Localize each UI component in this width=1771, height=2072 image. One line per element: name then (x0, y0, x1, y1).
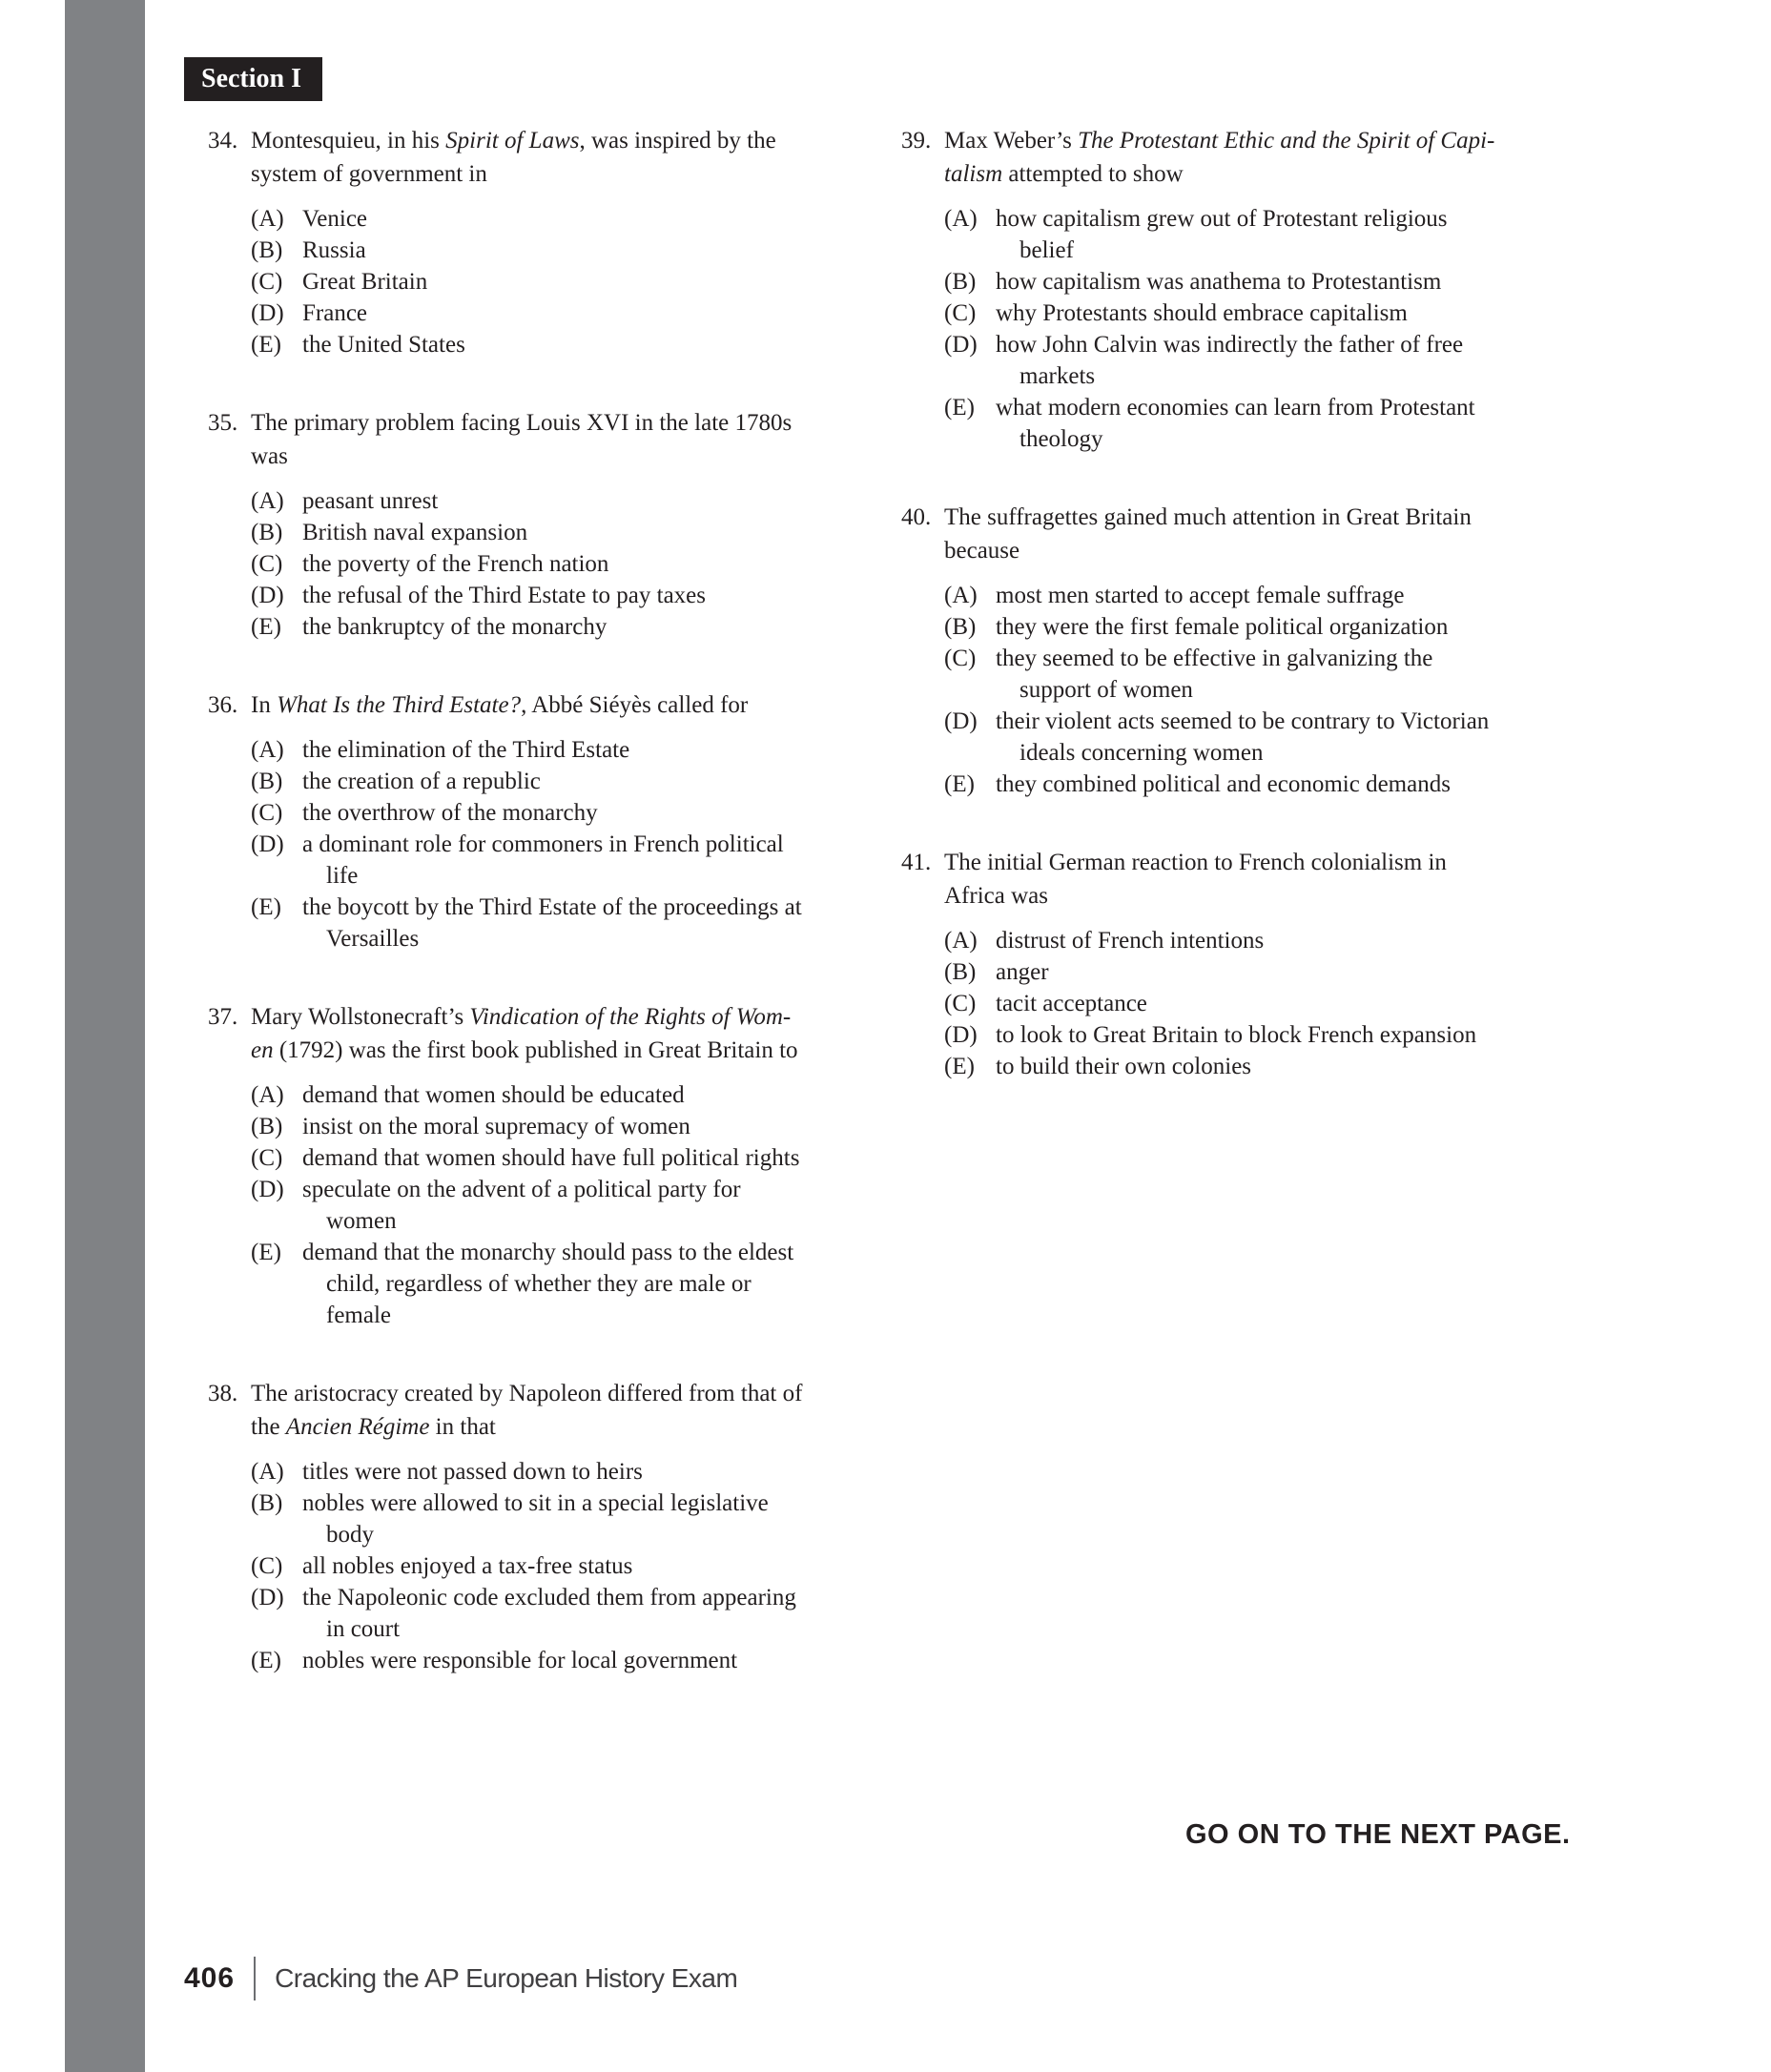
answer-option-B (251, 235, 856, 266)
option-text-line: female (326, 1303, 392, 1328)
option-text-line: all nobles enjoyed a tax-free status (302, 1553, 633, 1579)
option-letter: (D) (251, 1177, 284, 1202)
option-letter: (A) (944, 583, 978, 608)
option-text (302, 517, 527, 548)
answer-option-B (251, 1111, 856, 1142)
answer-option-C (944, 297, 1588, 329)
option-letter: (E) (251, 1648, 281, 1673)
option-text (302, 734, 629, 766)
stem-line: The aristocracy created by Napoleon differed from that of (251, 1381, 803, 1406)
answer-option-C (251, 266, 856, 297)
option-text (996, 611, 1448, 643)
option-letter: (E) (251, 614, 281, 640)
question-number: 37. (208, 1004, 238, 1030)
answer-option-E (251, 611, 856, 643)
answer-option-E (944, 1051, 1588, 1082)
answer-options (251, 1456, 856, 1676)
option-text (302, 892, 802, 954)
question-stem-text (944, 501, 1472, 567)
question-stem-text (944, 124, 1494, 191)
answer-option-B (251, 1487, 856, 1550)
answer-option-E (251, 1645, 856, 1676)
option-text (302, 1550, 632, 1582)
option-text-line: anger (996, 959, 1049, 985)
question-stem-text (944, 846, 1447, 913)
answer-option-E (251, 329, 856, 360)
answer-option-D (944, 1019, 1588, 1051)
option-text-line: Russia (302, 237, 366, 263)
option-text-line: body (326, 1522, 374, 1548)
stem-line: because (944, 538, 1020, 564)
option-letter: (A) (251, 737, 284, 763)
option-letter: (D) (251, 583, 284, 608)
questions-column-left (208, 124, 856, 1722)
answer-option-A (944, 925, 1588, 956)
option-text (996, 988, 1147, 1019)
option-text (302, 1582, 796, 1645)
option-text-line: life (326, 863, 359, 889)
question-stem (901, 124, 1588, 191)
option-text-line: the bankruptcy of the monarchy (302, 614, 607, 640)
answer-option-C (944, 988, 1588, 1019)
option-letter: (D) (944, 1022, 978, 1048)
question-number: 40. (901, 504, 932, 530)
option-text-line: ideals concerning women (1019, 740, 1264, 766)
page-footer (184, 1957, 737, 2000)
answer-option-B (944, 956, 1588, 988)
option-text (996, 392, 1475, 455)
option-letter: (B) (251, 1114, 283, 1139)
answer-option-E (944, 392, 1588, 455)
option-letter: (B) (251, 769, 283, 794)
option-letter: (E) (251, 894, 281, 920)
option-letter: (E) (944, 1054, 975, 1079)
option-text-line: France (302, 300, 368, 326)
option-text (302, 1456, 643, 1487)
option-text-line: demand that the monarchy should pass to the eldest (302, 1240, 794, 1265)
option-text (302, 1142, 799, 1174)
question-stem (208, 688, 856, 722)
option-letter: (A) (251, 1082, 284, 1108)
option-text (302, 329, 465, 360)
option-text (302, 797, 598, 829)
option-text (996, 329, 1463, 392)
option-text (302, 235, 366, 266)
option-text-line: peasant unrest (302, 488, 439, 514)
question-stem-text (251, 688, 748, 722)
answer-option-B (944, 266, 1588, 297)
option-text (996, 643, 1432, 706)
question-number: 35. (208, 410, 238, 436)
option-text (996, 956, 1049, 988)
option-text (302, 1487, 769, 1550)
option-text (302, 580, 706, 611)
question-number: 38. (208, 1381, 238, 1406)
question-38 (208, 1377, 856, 1676)
option-text-line: demand that women should have full political rights (302, 1145, 800, 1171)
question-stem-text (251, 406, 792, 473)
question-stem-text (251, 1000, 798, 1067)
answer-option-C (251, 548, 856, 580)
option-text-line: nobles were responsible for local government (302, 1648, 738, 1673)
option-text (302, 203, 367, 235)
stem-line: Max Weber’s The Protestant Ethic and the Spirit of Capi- (944, 128, 1495, 154)
option-text-line: to build their own colonies (996, 1054, 1252, 1079)
answer-option-D (944, 706, 1588, 769)
option-letter: (B) (251, 520, 283, 545)
question-stem (208, 124, 856, 191)
option-text (302, 829, 784, 892)
option-letter: (C) (944, 991, 977, 1016)
option-text-line: Venice (302, 206, 368, 232)
stem-line: In What Is the Third Estate?, Abbé Siéyès called for (251, 692, 749, 718)
option-text (302, 1111, 690, 1142)
option-text-line: why Protestants should embrace capitalism (996, 300, 1408, 326)
option-letter: (A) (944, 928, 978, 954)
option-letter: (C) (251, 800, 283, 826)
option-text-line: most men started to accept female suffrage (996, 583, 1405, 608)
answer-option-E (944, 769, 1588, 800)
go-on-instruction: GO ON TO THE NEXT PAGE. (1185, 1819, 1571, 1850)
option-text-line: Great Britain (302, 269, 428, 295)
option-letter: (D) (944, 332, 978, 358)
question-number: 41. (901, 850, 932, 875)
option-letter: (C) (944, 300, 977, 326)
option-text-line: women (326, 1208, 397, 1234)
answer-option-C (944, 643, 1588, 706)
option-letter: (B) (251, 237, 283, 263)
page-edge-gray-bar (65, 0, 145, 2072)
answer-option-C (251, 1550, 856, 1582)
option-letter: (C) (251, 269, 283, 295)
option-letter: (B) (944, 959, 977, 985)
option-text (302, 548, 608, 580)
option-text-line: insist on the moral supremacy of women (302, 1114, 690, 1139)
answer-option-A (944, 580, 1588, 611)
stem-line: system of government in (251, 161, 487, 187)
option-text-line: child, regardless of whether they are male or (326, 1271, 752, 1297)
option-letter: (A) (251, 488, 284, 514)
stem-line: was (251, 443, 288, 469)
option-text-line: how capitalism grew out of Protestant religious (996, 206, 1448, 232)
answer-option-A (251, 203, 856, 235)
option-letter: (B) (251, 1490, 283, 1516)
option-text-line: the overthrow of the monarchy (302, 800, 598, 826)
option-text (302, 1079, 685, 1111)
option-text (996, 1051, 1251, 1082)
option-letter: (E) (251, 332, 281, 358)
stem-line: The initial German reaction to French colonialism in (944, 850, 1447, 875)
answer-options (251, 734, 856, 954)
question-number: 34. (208, 128, 238, 154)
option-text-line: the boycott by the Third Estate of the proceedings at (302, 894, 802, 920)
option-text-line: titles were not passed down to heirs (302, 1459, 643, 1485)
option-text-line: a dominant role for commoners in French political (302, 831, 784, 857)
answer-options (251, 203, 856, 360)
option-text-line: support of women (1019, 677, 1193, 703)
option-text (302, 766, 541, 797)
answer-option-A (251, 1456, 856, 1487)
option-text (996, 203, 1448, 266)
question-41 (901, 846, 1588, 1082)
option-letter: (B) (944, 614, 977, 640)
option-text (996, 1019, 1476, 1051)
answer-option-D (251, 580, 856, 611)
page-number: 406 (184, 1962, 236, 1994)
stem-line: The suffragettes gained much attention in Great Britain (944, 504, 1472, 530)
option-text (302, 485, 438, 517)
stem-line: en (1792) was the first book published in Great Britain to (251, 1037, 798, 1063)
question-36 (208, 688, 856, 954)
question-stem (901, 501, 1588, 567)
option-text-line: how capitalism was anathema to Protestantism (996, 269, 1442, 295)
option-letter: (D) (251, 1585, 284, 1610)
question-stem-text (251, 124, 776, 191)
option-text-line: distrust of French intentions (996, 928, 1265, 954)
option-text (996, 925, 1264, 956)
question-stem (208, 406, 856, 473)
option-letter: (C) (251, 1145, 283, 1171)
option-text-line: the poverty of the French nation (302, 551, 609, 577)
answer-option-E (251, 892, 856, 954)
stem-line: Mary Wollstonecraft’s Vindication of the Rights of Wom- (251, 1004, 792, 1030)
option-text-line: what modern economies can learn from Protestant (996, 395, 1475, 421)
answer-option-B (251, 517, 856, 548)
option-text-line: how John Calvin was indirectly the father of free (996, 332, 1464, 358)
question-35 (208, 406, 856, 643)
option-letter: (A) (251, 206, 284, 232)
option-text (302, 266, 427, 297)
option-letter: (A) (944, 206, 978, 232)
option-text (996, 706, 1489, 769)
option-text (302, 1237, 793, 1331)
answer-option-A (251, 485, 856, 517)
section-header-badge: Section I (184, 57, 322, 101)
question-number: 36. (208, 692, 238, 718)
answer-option-D (251, 297, 856, 329)
option-letter: (D) (251, 300, 284, 326)
option-text (996, 580, 1405, 611)
option-text-line: demand that women should be educated (302, 1082, 685, 1108)
option-letter: (C) (944, 646, 977, 671)
question-number: 39. (901, 128, 932, 154)
option-letter: (B) (944, 269, 977, 295)
stem-line: Montesquieu, in his Spirit of Laws, was inspired by the (251, 128, 776, 154)
answer-option-B (944, 611, 1588, 643)
option-letter: (D) (944, 708, 978, 734)
option-text-line: they combined political and economic demands (996, 771, 1451, 797)
answer-option-D (944, 329, 1588, 392)
option-text-line: speculate on the advent of a political party for (302, 1177, 741, 1202)
option-letter: (C) (251, 551, 283, 577)
option-letter: (E) (251, 1240, 281, 1265)
question-stem-text (251, 1377, 802, 1444)
option-letter: (D) (251, 831, 284, 857)
option-text (302, 1174, 741, 1237)
question-stem (901, 846, 1588, 913)
answer-option-A (944, 203, 1588, 266)
option-text-line: the elimination of the Third Estate (302, 737, 630, 763)
answer-option-D (251, 1174, 856, 1237)
answer-options (944, 203, 1588, 455)
option-text (302, 1645, 737, 1676)
option-text-line: tacit acceptance (996, 991, 1147, 1016)
option-letter: (E) (944, 395, 975, 421)
option-text-line: the Napoleonic code excluded them from appearing (302, 1585, 796, 1610)
book-title: Cracking the AP European History Exam (275, 1963, 738, 1993)
option-text-line: in court (326, 1616, 401, 1642)
option-text-line: markets (1019, 363, 1096, 389)
stem-line: Africa was (944, 883, 1048, 909)
answer-option-B (251, 766, 856, 797)
answer-options (251, 1079, 856, 1331)
option-text (302, 297, 367, 329)
option-text-line: Versailles (326, 926, 420, 952)
answer-option-D (251, 829, 856, 892)
option-text-line: British naval expansion (302, 520, 528, 545)
stem-line: the Ancien Régime in that (251, 1414, 496, 1440)
question-stem (208, 1000, 856, 1067)
option-text (996, 769, 1451, 800)
option-letter: (E) (944, 771, 975, 797)
option-text-line: nobles were allowed to sit in a special legislative (302, 1490, 769, 1516)
question-34 (208, 124, 856, 360)
question-stem (208, 1377, 856, 1444)
option-text (996, 266, 1441, 297)
answer-options (251, 485, 856, 643)
option-text-line: their violent acts seemed to be contrary to Victorian (996, 708, 1490, 734)
question-40 (901, 501, 1588, 800)
answer-option-D (251, 1582, 856, 1645)
answer-option-C (251, 797, 856, 829)
option-letter: (C) (251, 1553, 283, 1579)
option-text-line: they were the first female political organization (996, 614, 1449, 640)
option-text-line: they seemed to be effective in galvanizing the (996, 646, 1433, 671)
option-text-line: theology (1019, 426, 1103, 452)
stem-line: The primary problem facing Louis XVI in the late 1780s (251, 410, 793, 436)
option-text (302, 611, 607, 643)
option-text-line: to look to Great Britain to block French expansion (996, 1022, 1477, 1048)
option-letter: (A) (251, 1459, 284, 1485)
question-37 (208, 1000, 856, 1331)
stem-line: talism attempted to show (944, 161, 1184, 187)
option-text-line: the creation of a republic (302, 769, 541, 794)
answer-option-A (251, 734, 856, 766)
answer-option-A (251, 1079, 856, 1111)
option-text-line: the United States (302, 332, 465, 358)
option-text (996, 297, 1408, 329)
footer-divider (254, 1957, 256, 2000)
answer-options (944, 925, 1588, 1082)
answer-option-E (251, 1237, 856, 1331)
option-text-line: the refusal of the Third Estate to pay taxes (302, 583, 707, 608)
questions-column-right (901, 124, 1588, 1128)
answer-option-C (251, 1142, 856, 1174)
question-39 (901, 124, 1588, 455)
answer-options (944, 580, 1588, 800)
option-text-line: belief (1019, 237, 1074, 263)
